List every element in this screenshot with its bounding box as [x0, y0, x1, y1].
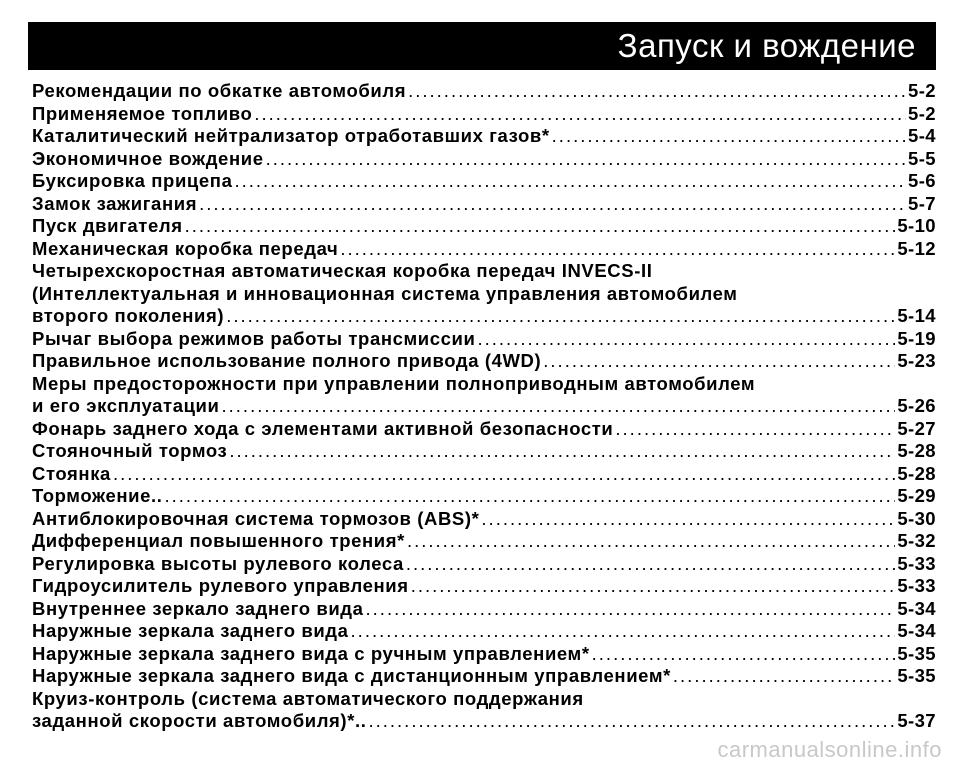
toc-entry-label: Гидроусилитель рулевого управления: [32, 575, 409, 596]
dot-leader: [543, 350, 895, 373]
toc-entry-label: Фонарь заднего хода с элементами активной безопасности: [32, 417, 614, 439]
toc-entry-label: Дифференциал повышенного трения*: [32, 530, 405, 551]
toc-entry[interactable]: [32, 620, 936, 643]
toc-entry-page: 5-28: [897, 462, 936, 484]
dot-leader: [113, 463, 895, 486]
watermark-text: carmanualsonline.info: [717, 737, 942, 762]
toc-entry-label: Рекомендации по обкатке автомобиля: [32, 80, 407, 101]
dot-leader: [411, 575, 896, 598]
toc-entry-label: Меры предосторожности при управлении полноприводным автомобилем: [32, 372, 756, 394]
toc-entry[interactable]: [32, 553, 936, 576]
toc-entry-label: Правильное использование полного привода (4WD): [32, 350, 542, 371]
toc-entry-page: 5-23: [897, 350, 936, 371]
toc-entry-label: Замок зажигания: [32, 192, 198, 214]
toc-entry-label: Круиз-контроль (система автоматического поддержания: [32, 687, 584, 709]
toc-entry[interactable]: [32, 418, 936, 441]
dot-leader: [222, 395, 896, 418]
dot-leader: [340, 238, 895, 261]
dot-leader: [408, 80, 906, 103]
dot-leader: [185, 215, 896, 238]
toc-entry[interactable]: [32, 710, 936, 733]
toc-entry-page: 5-33: [897, 552, 936, 574]
toc-entry-page: 5-35: [897, 642, 936, 664]
dot-leader: [406, 553, 896, 576]
toc-entry-page: 5-34: [897, 597, 936, 619]
toc-entry[interactable]: [32, 260, 936, 283]
toc-entry[interactable]: [32, 485, 936, 508]
toc-entry-page: 5-29: [897, 485, 936, 506]
section-title: Запуск и вождение: [617, 27, 916, 64]
toc-entry[interactable]: [32, 328, 936, 351]
toc-entry-label: Торможение..: [32, 485, 163, 506]
dot-leader: [368, 710, 895, 733]
toc-entry-label: Каталитический нейтрализатор отработавших газов*: [32, 125, 550, 146]
toc-entry-label: Буксировка прицепа: [32, 170, 233, 191]
toc-entry-page: 5-37: [897, 710, 936, 731]
table-of-contents: [32, 80, 936, 733]
toc-entry-label: Четырехскоростная автоматическая коробка передач INVECS-II: [32, 260, 653, 281]
toc-entry[interactable]: [32, 125, 936, 148]
toc-entry[interactable]: [32, 215, 936, 238]
dot-leader: [266, 148, 906, 171]
toc-entry-label: Внутреннее зеркало заднего вида: [32, 597, 364, 619]
toc-entry-label: заданной скорости автомобиля)*..: [32, 710, 367, 731]
toc-entry[interactable]: [32, 305, 936, 328]
toc-entry-label: Пуск двигателя: [32, 215, 183, 236]
toc-entry-label: Антиблокировочная система тормозов (ABS)*: [32, 507, 480, 529]
dot-leader: [164, 485, 895, 508]
toc-entry[interactable]: [32, 103, 936, 126]
toc-entry-label: Наружные зеркала заднего вида: [32, 620, 349, 641]
toc-entry[interactable]: [32, 350, 936, 373]
toc-entry-label: Стоянка: [32, 462, 111, 484]
toc-entry[interactable]: [32, 283, 936, 306]
toc-entry-label: Регулировка высоты рулевого колеса: [32, 552, 404, 574]
toc-entry-page: 5-19: [897, 327, 936, 349]
toc-entry-page: 5-14: [897, 305, 936, 326]
toc-entry[interactable]: [32, 598, 936, 621]
toc-entry-label: Стояночный тормоз: [32, 440, 228, 461]
toc-entry-page: 5-2: [908, 80, 936, 101]
toc-entry[interactable]: [32, 373, 936, 396]
toc-entry-label: Рычаг выбора режимов работы трансмиссии: [32, 327, 476, 349]
toc-entry[interactable]: [32, 148, 936, 171]
toc-entry-label: Наружные зеркала заднего вида с ручным управлением*: [32, 642, 590, 664]
dot-leader: [229, 440, 895, 463]
toc-entry-page: 5-6: [908, 170, 936, 191]
toc-entry[interactable]: [32, 688, 936, 711]
toc-entry-page: 5-12: [897, 237, 936, 259]
toc-entry-page: 5-5: [908, 147, 936, 169]
toc-entry[interactable]: [32, 508, 936, 531]
toc-entry[interactable]: [32, 238, 936, 261]
dot-leader: [351, 620, 896, 643]
toc-entry-page: 5-7: [908, 192, 936, 214]
toc-entry-page: 5-10: [897, 215, 936, 236]
toc-entry-page: 5-35: [897, 665, 936, 686]
toc-entry-page: 5-33: [897, 575, 936, 596]
dot-leader: [477, 328, 895, 351]
toc-entry-label: (Интеллектуальная и инновационная система управления автомобилем: [32, 282, 738, 304]
toc-entry[interactable]: [32, 395, 936, 418]
toc-entry-label: Механическая коробка передач: [32, 237, 339, 259]
toc-entry-page: 5-30: [897, 507, 936, 529]
section-header-bar: [28, 22, 936, 70]
toc-entry-label: и его эксплуатации: [32, 395, 220, 416]
toc-entry-page: 5-2: [908, 102, 936, 124]
dot-leader: [615, 418, 895, 441]
toc-entry-page: 5-34: [897, 620, 936, 641]
toc-entry[interactable]: [32, 643, 936, 666]
toc-entry[interactable]: [32, 440, 936, 463]
toc-entry[interactable]: [32, 665, 936, 688]
dot-leader: [366, 598, 896, 621]
toc-entry-label: Экономичное вождение: [32, 147, 264, 169]
dot-leader: [234, 170, 906, 193]
toc-entry-page: 5-26: [897, 395, 936, 416]
dot-leader: [592, 643, 896, 666]
toc-entry-label: Наружные зеркала заднего вида с дистанционным управлением*: [32, 665, 671, 686]
toc-entry-label: Применяемое топливо: [32, 102, 253, 124]
dot-leader: [199, 193, 906, 216]
dot-leader: [407, 530, 895, 553]
toc-entry-page: 5-27: [897, 417, 936, 439]
toc-entry[interactable]: [32, 530, 936, 553]
toc-entry[interactable]: [32, 170, 936, 193]
toc-entry[interactable]: [32, 575, 936, 598]
toc-entry-page: 5-28: [897, 440, 936, 461]
dot-leader: [254, 103, 906, 126]
dot-leader: [673, 665, 895, 688]
toc-entry[interactable]: [32, 80, 936, 103]
dot-leader: [226, 305, 895, 328]
dot-leader: [552, 125, 906, 148]
dot-leader: [481, 508, 895, 531]
toc-entry[interactable]: [32, 193, 936, 216]
toc-entry-label: второго поколения): [32, 305, 225, 326]
toc-entry-page: 5-4: [908, 125, 936, 146]
toc-entry[interactable]: [32, 463, 936, 486]
toc-entry-page: 5-32: [897, 530, 936, 551]
